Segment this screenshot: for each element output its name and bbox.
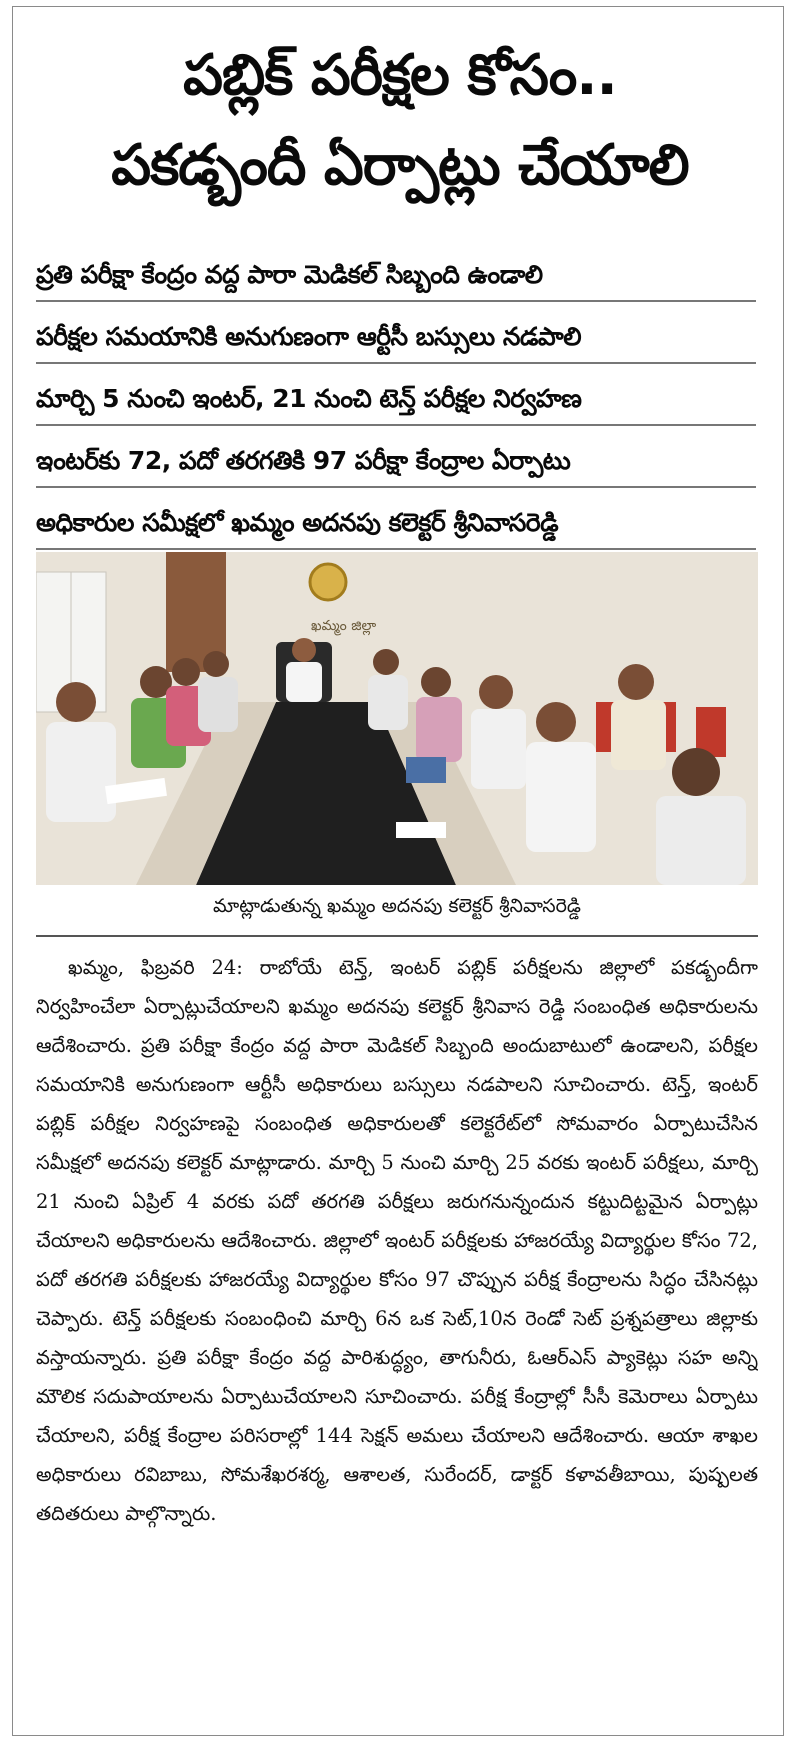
subheadline: ఇంటర్‌కు 72, పదో తరగతికి 97 పరీక్షా కేంద్రాల ఏర్పాటు: [36, 436, 756, 488]
meeting-photo-illustration: [36, 552, 758, 885]
subheadline-list: [36, 250, 756, 560]
headline-line-2: పకడ్బందీ ఏర్పాట్లు చేయాలి: [111, 133, 689, 198]
subheadline: పరీక్షల సమయానికి అనుగుణంగా ఆర్టీసీ బస్సులు నడపాలి: [36, 312, 756, 364]
subheadline: అధికారుల సమీక్షలో ఖమ్మం అదనపు కలెక్టర్ శ్రీనివాసరెడ్డి: [36, 498, 756, 550]
subheadline: మార్చి 5 నుంచి ఇంటర్, 21 నుంచి టెన్త్ పరీక్షల నిర్వహణ: [36, 374, 756, 426]
subheadline: ప్రతి పరీక్షా కేంద్రం వద్ద పారా మెడికల్ సిబ్బంది ఉండాలి: [36, 250, 756, 302]
wall-sign: ఖమ్మం జిల్లా: [311, 618, 377, 634]
emblem-icon: [310, 564, 346, 600]
headline-line-1: పబ్లిక్ పరీక్షల కోసం..: [183, 43, 617, 108]
article-body: ఖమ్మం, ఫిబ్రవరి 24: రాబోయే టెన్త్, ఇంటర్ పబ్లిక్ పరీక్షలను జిల్లాలో పకడ్బందీగా నిర్వహించేలా ఏర్పాట్లుచేయాలని ఖమ్మం అదనపు కలెక్టర్ శ్రీనివాస రెడ్డి సంబంధిత అధికారులను ఆదేశించారు. ప్రతి పరీక్షా కేంద్రం వద్ద పారా మెడికల్ సిబ్బంది అందుబాటులో ఉండాలని, పరీక్షల సమయానికి అనుగుణంగా ఆర్టీసీ అధికారులు బస్సులు నడపాలని సూచించారు. టెన్త్, ఇంటర్ పబ్లిక్ పరీక్షల నిర్వహణపై సంబంధిత అధికారులతో కలెక్టరేట్‌లో సోమవారం ఏర్పాటుచేసిన సమీక్షలో అదనపు కలెక్టర్ మాట్లాడారు. మార్చి 5 నుంచి మార్చి 25 వరకు ఇంటర్ పరీక్షలు, మార్చి 21 నుంచి ఏప్రిల్ 4 వరకు పదో తరగతి పరీక్షలు జరుగనున్నందున కట్టుదిట్టమైన ఏర్పాట్లు చేయాలని అధికారులను ఆదేశించారు. జిల్లాలో ఇంటర్ పరీక్షలకు హాజరయ్యే విద్యార్థుల కోసం 72, పదో తరగతి పరీక్షలకు హాజరయ్యే విద్యార్థుల కోసం 97 చొప్పున పరీక్ష కేంద్రాలను సిద్ధం చేసినట్లు చెప్పారు. టెన్త్ పరీక్షలకు సంబంధించి మార్చి 6న ఒక సెట్,10న రెండో సెట్ ప్రశ్నపత్రాలు జిల్లాకు వస్తాయన్నారు. ప్రతి పరీక్షా కేంద్రం వద్ద పారిశుద్ధ్యం, తాగునీరు, ఓఆర్ఎస్ ప్యాకెట్లు సహ అన్ని మౌలిక సదుపాయాలను ఏర్పాటుచేయాలని సూచించారు. పరీక్ష కేంద్రాల్లో సీసీ కెమెరాలు ఏర్పాటు చేయాలని, పరీక్ష కేంద్రాల పరిసరాల్లో 144 సెక్షన్ అమలు చేయాలని ఆదేశించారు. ఆయా శాఖల అధికారులు రవిబాబు, సోమశేఖరశర్మ, ఆశాలత, సురేందర్, డాక్టర్ కళావతీబాయి, పుష్పలత తదితరులు పాల్గొన్నారు.: [36, 956, 758, 1525]
caption-divider: [36, 935, 758, 937]
photo-caption: మాట్లాడుతున్న ఖమ్మం అదనపు కలెక్టర్ శ్రీనివాసరెడ్డి: [213, 895, 581, 917]
meeting-photo: [36, 552, 758, 885]
